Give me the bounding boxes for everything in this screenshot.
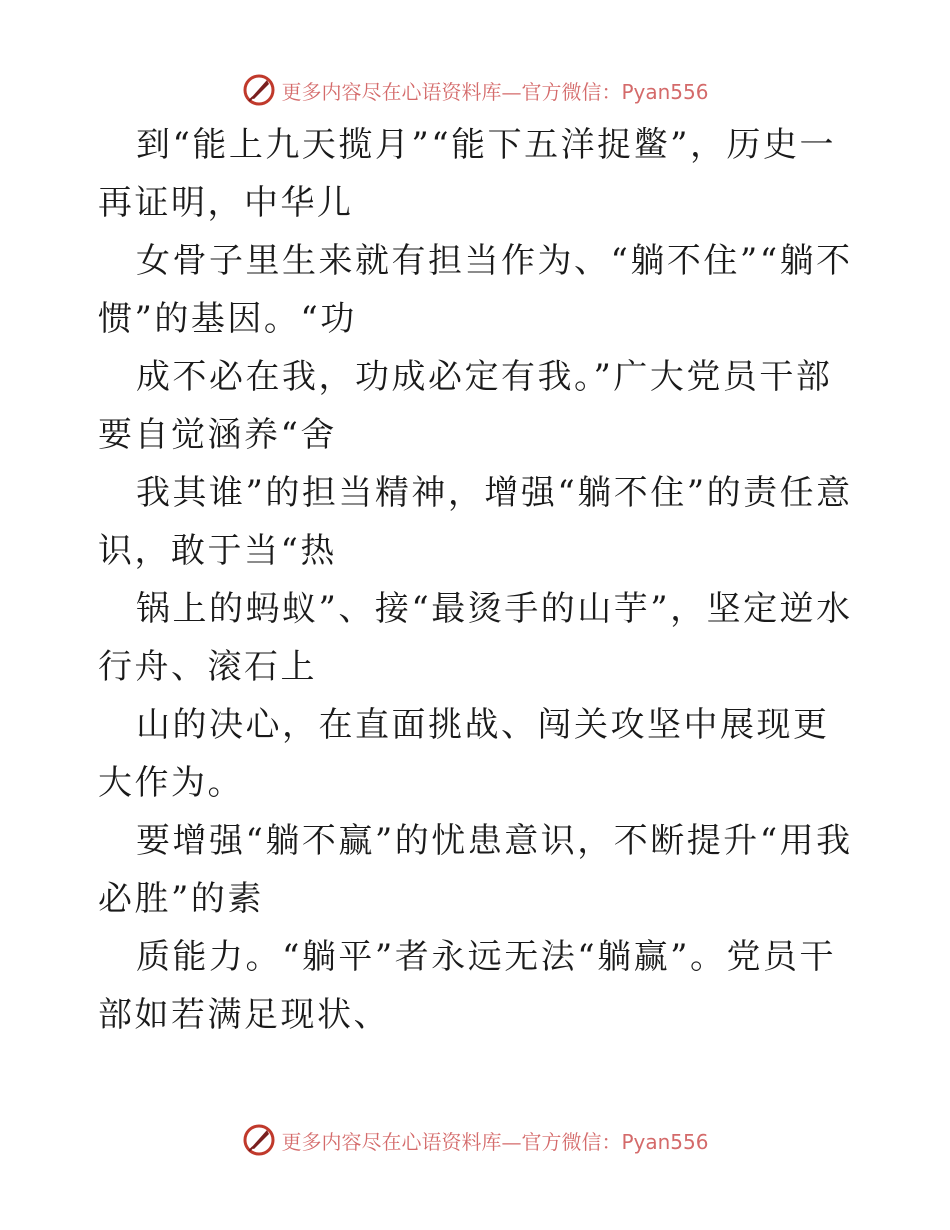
footer-banner [0, 1120, 950, 1160]
line-1: 成不必在我，功成必定有我。”广大党员干部要 [98, 357, 833, 455]
line-1: 锅上的蚂蚁”、接“最烫手的山芋”，坚定逆水 [136, 589, 853, 629]
line-2: 自觉涵养“舍 [134, 415, 337, 455]
line-1: 我其谁”的担当精神，增强“躺不住”的责任意 [136, 473, 853, 513]
header-banner [0, 70, 950, 110]
banner-text: 更多内容尽在心语资料库— [281, 79, 522, 104]
banner-text: 更多内容尽在心语资料库— [281, 1129, 522, 1154]
banner-wechat: 官方微信：Pyan556 [521, 79, 709, 104]
paragraph [98, 348, 858, 464]
paragraph [98, 696, 858, 812]
document-body [98, 116, 858, 1044]
line-2: 识，敢于当“热 [98, 531, 337, 571]
paragraph [98, 580, 858, 696]
paragraph [98, 464, 858, 580]
quill-pen-logo-icon [241, 72, 277, 108]
line-2: 必胜”的素 [98, 879, 264, 919]
paragraph [98, 928, 858, 1044]
line-2: 为。 [171, 763, 244, 803]
line-1: 女骨子里生来就有担当作为、“躺不住”“躺不 [136, 241, 853, 281]
paragraph [98, 116, 858, 232]
line-1: 山的决心，在直面挑战、闯关攻坚中展现更大作 [98, 705, 830, 803]
line-2: 行舟、滚石上 [98, 647, 317, 687]
paragraph [98, 812, 858, 928]
line-2: 部如若满足现状、 [98, 995, 390, 1035]
line-1: 要增强“躺不赢”的忧患意识，不断提升“用我 [136, 821, 853, 861]
paragraph [98, 232, 858, 348]
banner-wechat: 官方微信：Pyan556 [521, 1129, 709, 1154]
line-2: 再证明，中华儿 [98, 183, 354, 223]
line-1: 质能力。“躺平”者永远无法“躺赢”。党员干 [136, 937, 837, 977]
line-1: 到“能上九天揽月”“能下五洋捉鳖”，历史一 [136, 125, 837, 165]
line-2: 惯”的基因。“功 [98, 299, 357, 339]
quill-pen-logo-icon [241, 1122, 277, 1158]
